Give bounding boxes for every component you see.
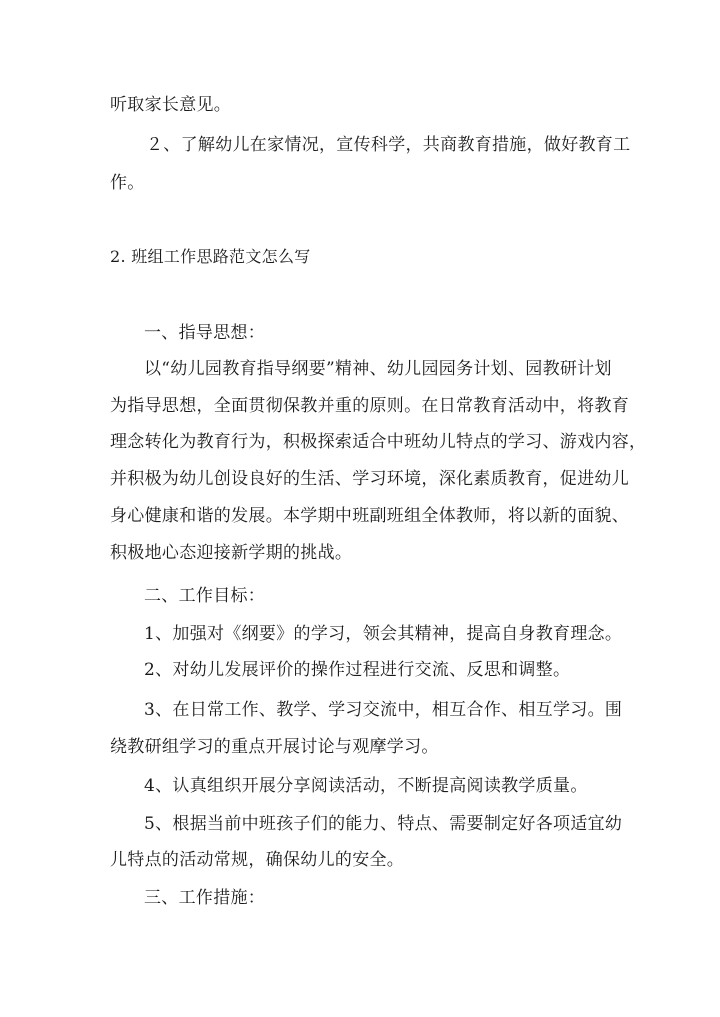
subsection-heading: 二、工作目标： xyxy=(144,586,266,606)
section-heading: 2. 班组工作思路范文怎么写 xyxy=(110,247,311,266)
list-item: 1、加强对《纲要》的学习，领会其精神，提高自身教育理念。 xyxy=(144,624,623,644)
paragraph-line: 以“幼儿园教育指导纲要”精神、幼儿园园务计划、园教研计划 xyxy=(144,359,612,379)
paragraph-line: ２、了解幼儿在家情况，宣传科学，共商教育措施，做好教育工 xyxy=(146,135,631,155)
paragraph-line: 理念转化为教育行为，积极探索适合中班幼儿特点的学习、游戏内容， xyxy=(110,432,647,452)
subsection-heading: 三、工作措施： xyxy=(144,888,266,908)
paragraph-line: 并积极为幼儿创设良好的生活、学习环境，深化素质教育，促进幼儿 xyxy=(110,469,629,489)
list-item: 3、在日常工作、教学、学习交流中，相互合作、相互学习。围 xyxy=(144,700,623,720)
paragraph-line: 身心健康和谐的发展。本学期中班副班组全体教师，将以新的面貌、 xyxy=(110,506,629,526)
list-item: 4、认真组织开展分享阅读活动，不断提高阅读教学质量。 xyxy=(144,776,588,796)
list-item: 5、根据当前中班孩子们的能力、特点、需要制定好各项适宜幼 xyxy=(144,814,623,834)
list-item-continuation: 儿特点的活动常规，确保幼儿的安全。 xyxy=(110,850,405,870)
paragraph-line: 作。 xyxy=(110,173,145,193)
paragraph-line: 积极地心态迎接新学期的挑战。 xyxy=(110,543,353,563)
paragraph-line: 听取家长意见。 xyxy=(110,95,232,115)
list-item-continuation: 绕教研组学习的重点开展讨论与观摩学习。 xyxy=(110,737,439,757)
list-item: 2、对幼儿发展评价的操作过程进行交流、反思和调整。 xyxy=(144,660,571,680)
subsection-heading: 一、指导思想： xyxy=(144,323,266,343)
paragraph-line: 为指导思想，全面贯彻保教并重的原则。在日常教育活动中，将教育 xyxy=(110,396,629,416)
